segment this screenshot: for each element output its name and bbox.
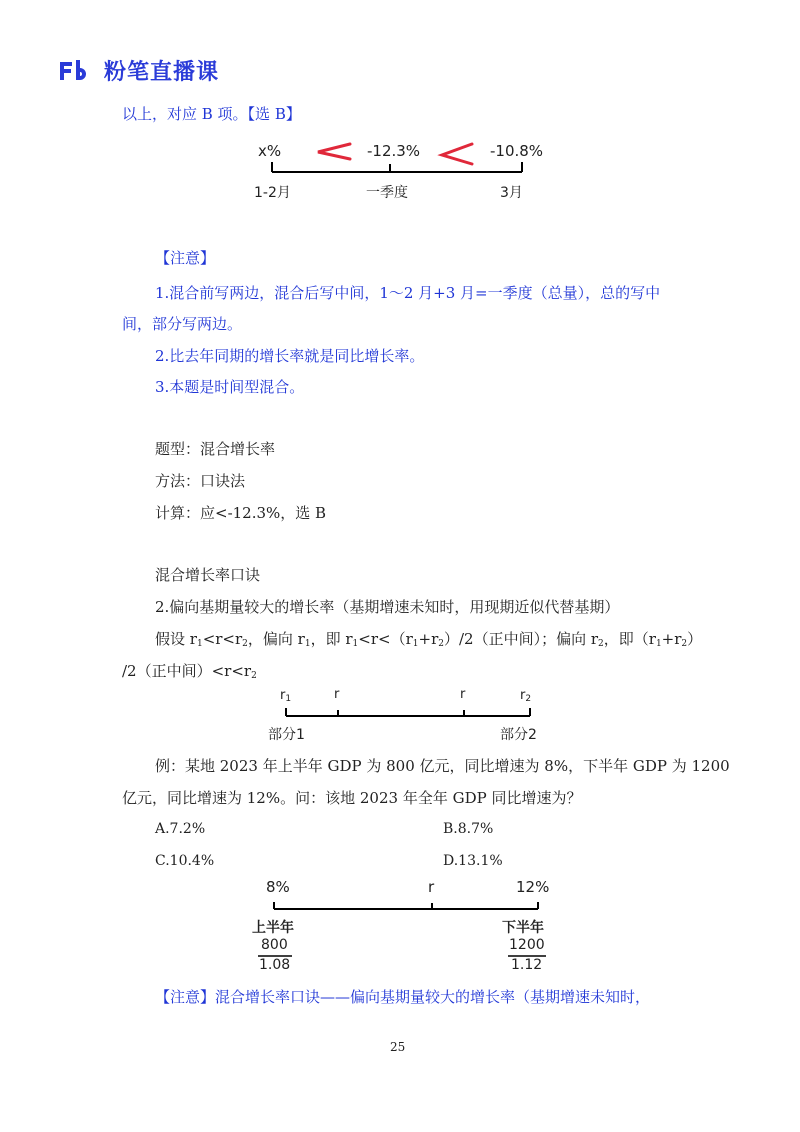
label-second-half: 下半年	[502, 920, 544, 936]
label-first-half: 上半年	[252, 920, 294, 936]
option-a: A.7.2%	[155, 821, 206, 837]
less-than-mark-1	[318, 144, 350, 159]
label-r: r	[428, 878, 435, 896]
label-r-right: r	[460, 687, 466, 702]
note-item-1a: 1.混合前写两边，混合后写中间，1～2 月+3 月=一季度（总量），总的写中	[155, 284, 661, 302]
less-than-mark-2	[442, 144, 472, 164]
example-line-1: 例：某地 2023 年上半年 GDP 为 800 亿元，同比增速为 8%，下半年 GDP 为 1200	[155, 757, 730, 775]
mnemonic-rule: 2.偏向基期量较大的增长率（基期增速未知时，用现期近似代替基期）	[155, 598, 620, 616]
timeline-diagram-1	[250, 140, 570, 210]
note-item-2: 2.比去年同期的增长率就是同比增长率。	[155, 347, 425, 365]
final-note: 【注意】混合增长率口诀——偏向基期量较大的增长率（基期增速未知时，	[155, 988, 651, 1006]
option-b: B.8.7%	[443, 821, 494, 837]
label-r1: $r_1$	[280, 688, 292, 704]
label-march: 3月	[500, 185, 523, 201]
label-minus-12-3: -12.3%	[367, 142, 421, 160]
timeline-diagram-3	[250, 876, 560, 976]
label-x-percent: x%	[258, 142, 282, 160]
note-heading: 【注意】	[155, 249, 216, 267]
label-part2: 部分2	[500, 727, 537, 743]
label-12-percent: 12%	[516, 878, 550, 896]
option-c: C.10.4%	[155, 853, 215, 869]
label-jan-feb: 1-2月	[254, 185, 291, 201]
page-number: 25	[390, 1040, 406, 1054]
label-r2: $r_2$	[520, 688, 532, 704]
label-q1: 一季度	[366, 185, 408, 201]
timeline-diagram-2	[268, 684, 558, 744]
option-d: D.13.1%	[443, 853, 503, 869]
label-minus-10-8: -10.8%	[490, 142, 544, 160]
mnemonic-formula-line-2: /2（正中间）$<r<r_2$	[122, 662, 257, 681]
fb-logo-icon	[58, 58, 98, 82]
second-half-denominator: 1.12	[511, 957, 543, 973]
example-line-2: 亿元，同比增速为 12%。问：该地 2023 年全年 GDP 同比增速为？	[122, 789, 582, 807]
label-part1: 部分1	[268, 727, 305, 743]
note-item-3: 3.本题是时间型混合。	[155, 378, 305, 396]
first-half-denominator: 1.08	[259, 957, 291, 973]
mnemonic-formula-line-1: 假设 $r_1<r<r_2$，偏向 $r_1$，即 $r_1<r<(r_1+r_2)/2$（正中间）；偏向 $r_2$，即$(r_1+r_2)$	[155, 630, 703, 649]
label-r-left: r	[334, 687, 340, 702]
summary-type: 题型：混合增长率	[155, 440, 276, 458]
brand-name: 粉笔直播课	[104, 59, 220, 85]
summary-method: 方法：口诀法	[155, 472, 246, 490]
summary-calc: 计算：应<-12.3%，选 B	[155, 504, 327, 522]
answer-line: 以上，对应 B 项。【选 B】	[122, 105, 301, 123]
second-half-numerator: 1200	[509, 937, 545, 953]
note-item-1b: 间，部分写两边。	[122, 315, 243, 333]
first-half-numerator: 800	[261, 937, 288, 953]
mnemonic-title: 混合增长率口诀	[155, 566, 261, 584]
brand-logo	[58, 56, 219, 84]
label-8-percent: 8%	[266, 878, 290, 896]
